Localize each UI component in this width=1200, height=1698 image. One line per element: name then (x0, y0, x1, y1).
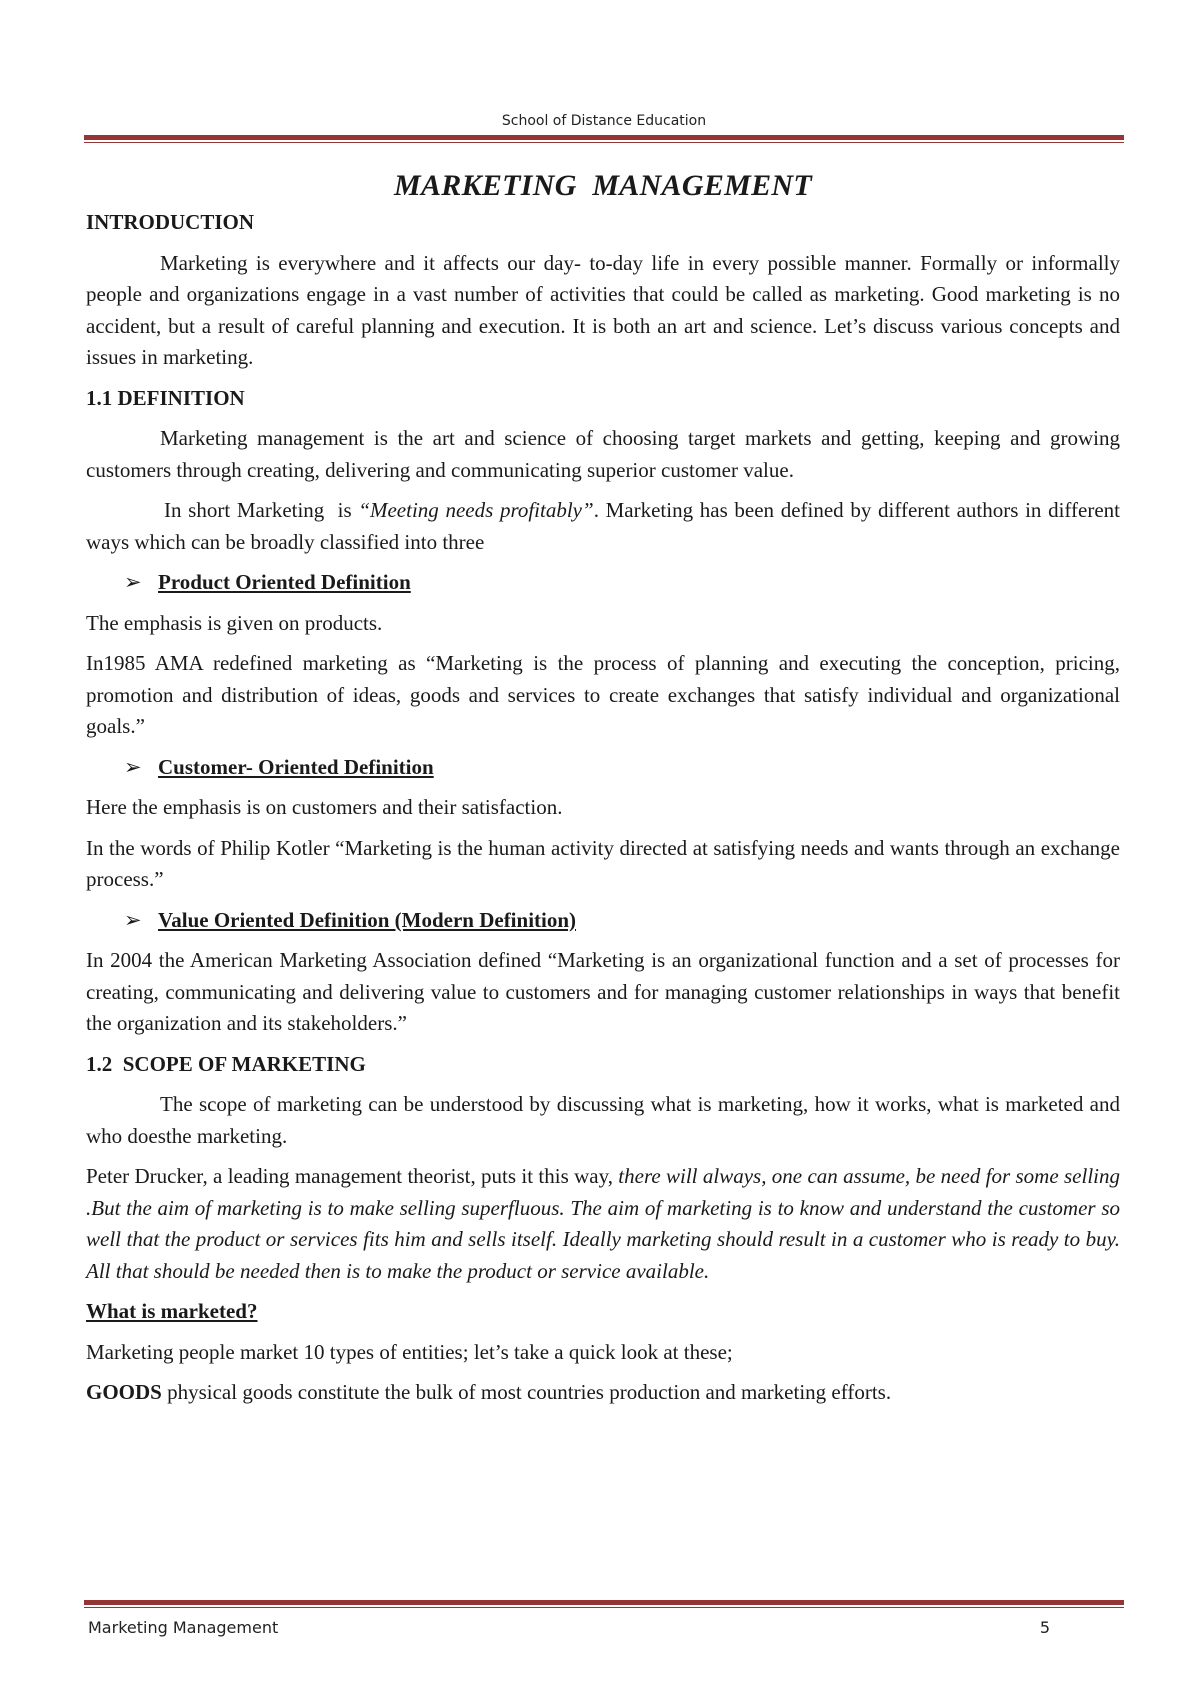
short-definition-post: . Marketing has been defined by different authors in different ways which can be broadly classified into three (86, 498, 1120, 554)
customer-paragraph-2: In the words of Philip Kotler “Marketing is the human activity directed at satisfying needs and wants through an exchange process.” (86, 835, 1120, 891)
page-content (86, 168, 1120, 1418)
goods-text: physical goods constitute the bulk of most countries production and marketing efforts. (161, 1380, 892, 1404)
document-title: MARKETING MANAGEMENT (393, 169, 813, 202)
customer-paragraph-1: Here the emphasis is on customers and their satisfaction. (86, 795, 563, 819)
definition-heading: 1.1 DEFINITION (86, 385, 245, 410)
arrow-bullet-icon: ➢ (124, 570, 142, 594)
bullet-label: Product Oriented Definition (158, 570, 411, 594)
bullet-value-oriented (86, 905, 1120, 937)
what-is-marketed-heading: What is marketed? (86, 1299, 258, 1323)
arrow-bullet-icon: ➢ (124, 907, 142, 932)
drucker-pre: Peter Drucker, a leading management theorist, puts it this way, (86, 1164, 619, 1188)
running-footer: Marketing Management (88, 1618, 279, 1637)
short-definition-paragraph (86, 495, 1120, 558)
bullet-product-oriented (86, 567, 1120, 599)
definition-paragraph: Marketing management is the art and science of choosing target markets and getting, keeping and growing customers through creating, delivering and communicating superior customer value. (86, 426, 1120, 482)
header-rule-thick (84, 135, 1124, 140)
footer-rule-thin (84, 1607, 1124, 1608)
marketed-paragraph: Marketing people market 10 types of entities; let’s take a quick look at these; (86, 1339, 733, 1364)
scope-paragraph: The scope of marketing can be understood by discussing what is marketing, how it works, what is marketed and who doesthe marketing. (86, 1092, 1120, 1148)
introduction-heading: INTRODUCTION (86, 210, 255, 234)
product-paragraph-1: The emphasis is given on products. (86, 610, 383, 635)
introduction-paragraph: Marketing is everywhere and it affects our day- to-day life in every possible manner. Formally or informally people and organizations engage in a vast number of activities that could be called as marketing. Good marketing is no accident, but a result of careful planning and execution. It is both an art and science. Let’s discuss various concepts and issues in marketing. (86, 250, 1120, 369)
product-paragraph-2: In1985 AMA redefined marketing as “Marketing is the process of planning and executing the conception, pricing, promotion and distribution of ideas, goods and services to create exchanges that satisfy individual and organizational goals.” (86, 651, 1120, 738)
bullet-label: Customer- Oriented Definition (158, 754, 434, 779)
running-header: School of Distance Education (501, 113, 707, 129)
goods-label: GOODS (86, 1380, 162, 1404)
bullet-label: Value Oriented Definition (Modern Definition) (158, 907, 577, 932)
goods-paragraph (86, 1377, 1120, 1409)
value-paragraph: In 2004 the American Marketing Association defined “Marketing is an organizational function and a set of processes for creating, communicating and delivering value to customers and for managing customer relationships in ways that benefit the organization and its stakeholders.” (86, 948, 1120, 1035)
header-rule-thin (84, 142, 1124, 143)
drucker-quote: there will always, one can assume, be need for some selling .But the aim of marketing is to make selling superfluous. The aim of marketing is to know and understand the customer so well that the product or services fits him and sells itself. Ideally marketing should result in a customer who is ready to buy. All that should be needed then is to make the product or service available. (86, 1164, 1120, 1283)
short-definition-pre: In short Marketing is (164, 498, 359, 522)
drucker-paragraph (86, 1161, 1120, 1287)
bullet-customer-oriented (86, 752, 1120, 784)
scope-heading: 1.2 SCOPE OF MARKETING (86, 1051, 366, 1076)
page-number: 5 (1039, 1618, 1050, 1637)
footer-rule-thick (84, 1600, 1124, 1605)
short-definition-quote: “Meeting needs profitably” (358, 498, 594, 522)
arrow-bullet-icon: ➢ (124, 754, 142, 779)
